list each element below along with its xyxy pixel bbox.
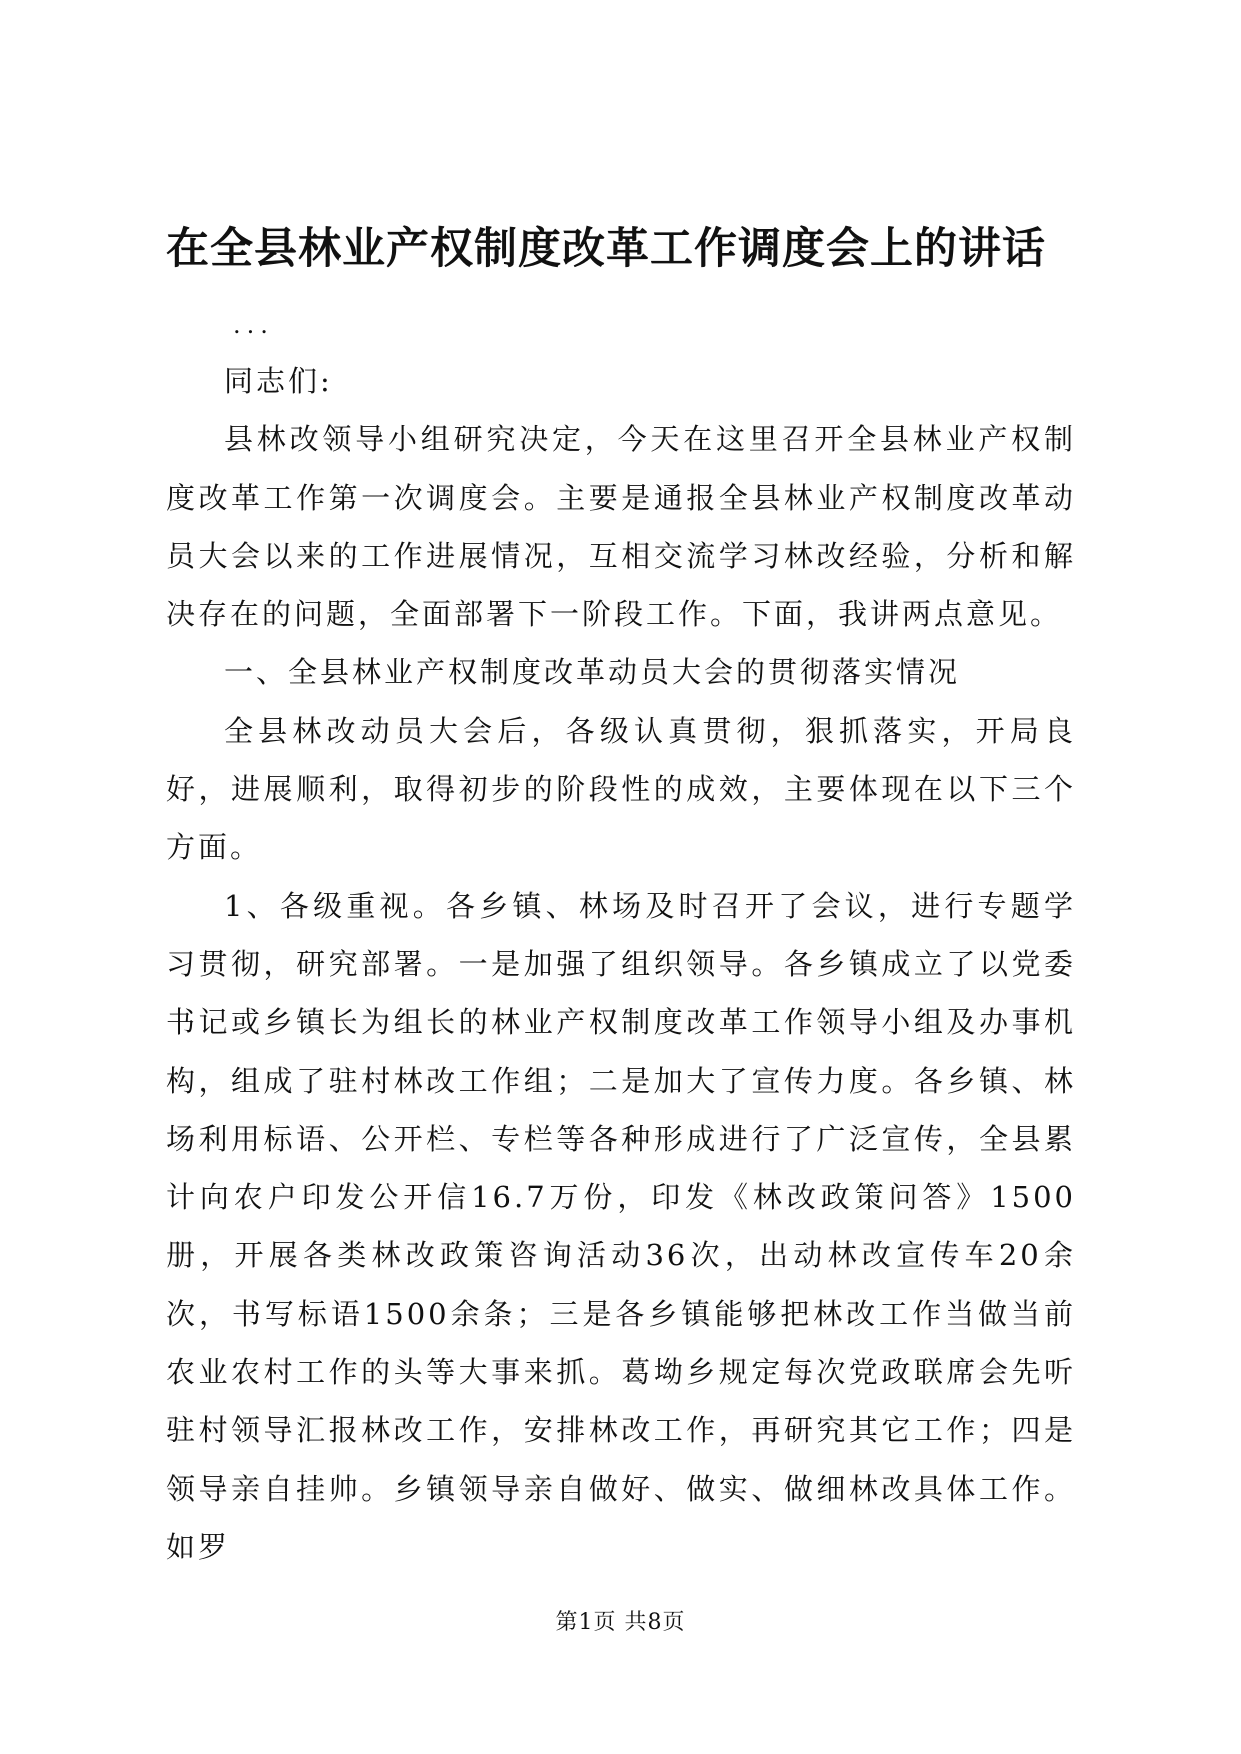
document-body: [166, 352, 1076, 1576]
paragraph: 县林改领导小组研究决定，今天在这里召开全县林业产权制度改革工作第一次调度会。主要是通报全县林业产权制度改革动员大会以来的工作进展情况，互相交流学习林改经验，分析和解决存在的问题，全面部署下一阶段工作。下面，我讲两点意见。: [166, 422, 1076, 632]
ellipsis: ...: [233, 311, 274, 339]
page-number-footer: 第1页 共8页: [555, 1610, 686, 1635]
section-heading: 一、全县林业产权制度改革动员大会的贯彻落实情况: [224, 655, 961, 690]
document-title: 在全县林业产权制度改革工作调度会上的讲话: [166, 224, 1046, 274]
salutation: 同志们:: [224, 364, 333, 398]
paragraph: 全县林改动员大会后，各级认真贯彻，狠抓落实，开局良好，进展顺利，取得初步的阶段性的成效，主要体现在以下三个方面。: [166, 713, 1076, 865]
paragraph: 1、各级重视。各乡镇、林场及时召开了会议，进行专题学习贯彻，研究部署。一是加强了组织领导。各乡镇成立了以党委书记或乡镇长为组长的林业产权制度改革工作领导小组及办事机构，组成了驻村林改工作组；二是加大了宣传力度。各乡镇、林场利用标语、公开栏、专栏等各种形成进行了广泛宣传，全县累计向农户印发公开信16.7万份，印发《林改政策问答》1500册，开展各类林改政策咨询活动36次，出动林改宣传车20余次，书写标语1500余条；三是各乡镇能够把林改工作当做当前农业农村工作的头等大事来抓。葛坳乡规定每次党政联席会先听驻村领导汇报林改工作，安排林改工作，再研究其它工作；四是领导亲自挂帅。乡镇领导亲自做好、做实、做细林改具体工作。如罗: [166, 888, 1076, 1564]
